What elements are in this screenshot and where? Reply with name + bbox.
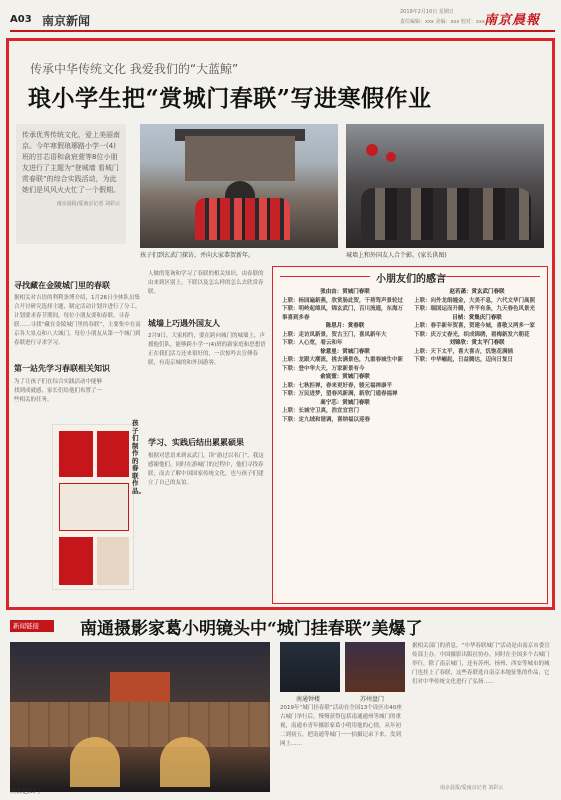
poem-line: 下联：登中华大天，万家新景有今: [282, 365, 365, 372]
gate-arch: [160, 737, 210, 787]
poem-line: 上联：七秋拒禅，春来更好春，骏元福禅康平: [282, 382, 393, 389]
header-rule: [10, 30, 555, 32]
poem-author: 吕桢：赏集庆门春联: [452, 314, 502, 321]
body-text: 根据对思语来到玄武门，读“游过以名门”，我这感谢他们。同时在游城门的过程中，他们寻找春联，而去了解中国国家传统文化，也与孩子们建立了自己的友谊。: [148, 453, 264, 486]
body-text: 据相关对吉语的利利条博介绍，1月26日全体队员集合开讨研究选择主题，制定活动计划并进行了分工。计划要求春节期间，每位小朋友要和春联、寻春联……寻找“藏在金陵城门里的春联”，主要集中在南京各大景点和八大城门，每位小朋友从第一个城门到春联进行寻求学习。: [14, 295, 141, 346]
poem-line: 下联：明岭起绵凤，锦玄武门，百川流通，东海万事喜到多春: [282, 306, 404, 321]
body-text: 2月9日，大家相约，要在跨向城门的城墙上，声援他们队，能够跨小学一(4)班的新家庭和思想语正在我们活力还来很好的，一次惊吟去宣傅春联，有南京城的和外国游客。: [148, 333, 266, 366]
poem-line: 上联：长城守卫真，浩宜宜宫门: [282, 408, 360, 414]
news-link-label: 新闻链接: [10, 620, 54, 632]
lead-text: 传承优秀传统文化，爱上美丽南京。今年寒假琅琊路小学一(4)班的甘芯语和俞宸萱等8位小朋友进行了主题为“登城墙 看城门 赏春联”的综合实践活动，为此她们是风风火火忙了一个假期。: [22, 131, 120, 194]
poem-author: 徐意星：赏城门春联: [320, 348, 370, 355]
couplet-works-photo: [52, 424, 134, 590]
children-group: [195, 198, 290, 240]
newspaper-logo: 南京晨報: [484, 13, 541, 28]
photo-city-wall-group: [346, 124, 544, 248]
couplet-artwork: [97, 431, 129, 477]
gate-tower: [110, 672, 170, 702]
subhead-find-couplets: 寻找藏在金陵城门里的春联: [14, 281, 110, 290]
editor-credits: 责任编辑：xxx 美编：xxx 校对：xxx: [400, 19, 485, 25]
poem-author: 张由由：赏城门春联: [320, 289, 370, 295]
couplet-artwork: [59, 537, 93, 585]
page-number: A03: [10, 14, 32, 25]
poem-line: 下联：中华崛起，日益腾达，迈向日复日: [414, 357, 514, 363]
body-text: 据相关部门的消息，“中华春联城门”活动是由南京市委宣传部主办，中国摄影出版社协办，同时在全国多个古城门举行，除了南京城门，还有苏州、扬州、西安等城市的城门也挂上了春联，这些春联选自南京本地征集的作品，它们对中华传统文化进行了弘扬……: [412, 643, 550, 685]
poem-author: 高宁芯：赏城门春联: [320, 399, 370, 406]
poems-rule: [280, 276, 370, 277]
lantern-icon: [366, 144, 378, 156]
people-group: [361, 188, 531, 240]
photo-caption: 南通钟楼: [296, 696, 321, 703]
feature-kicker: 传承中华传统文化 我爱我们的“大蓝鲸”: [30, 62, 239, 76]
subhead-results: 学习、实践后结出累累硕果: [148, 438, 244, 447]
poem-line: 上联：龙跟大潮流，挑去满景色，九重春城生中新: [282, 357, 404, 363]
body-text: 人做的笔询和学习了春联的相关知识，由春联的由来到区别上，下联以及怎么样的怎么去欣赏春联。: [148, 271, 264, 295]
lead-credit: 南京晨报/爱南京记者 刘彩云: [56, 201, 120, 207]
story2-byline: 南京晨报/爱南京记者 刘彩云: [440, 785, 504, 791]
couplet-artwork: [59, 483, 129, 531]
poem-line: 上联：杨园遍新燕，欣赏肠此贺，干荷驾声景轮过: [282, 297, 404, 304]
city-wall: [10, 702, 270, 747]
poem-line: 下联：庆万丈春光，织成锦绣，看梅新发六朝花: [414, 331, 530, 338]
feature-headline: 琅小学生把“赏城门春联”写进寒假作业: [28, 85, 432, 112]
photo-xuanwu-gate: [140, 124, 338, 248]
photo-caption: 南京挹江门: [10, 788, 41, 795]
lead-box: [16, 124, 126, 244]
section-title: 南京新闻: [42, 14, 91, 28]
photo-yijiang-gate: [10, 642, 270, 792]
gate-tower: [185, 136, 295, 181]
poems-title: 小朋友们的感言: [376, 274, 446, 285]
photo1-caption: 孩子们到玄武门探访，并向大家恭贺新年。: [140, 252, 255, 259]
lantern-icon: [386, 152, 396, 162]
poem-line: 下联：万民进梦，望春风新满，新欣门通春福禅: [282, 391, 398, 397]
poems-column-a: [282, 288, 408, 598]
gate-arch: [70, 737, 120, 787]
subhead-learn-couplets: 第一站先学习春联相关知识: [14, 364, 110, 373]
poem-line: 上联：天下太平，喜大喜吉，饥饱花满插: [414, 348, 514, 355]
body-text: 为了让孩子们在综合实践活动中能够找到成就感，家长们给他们布置了一些相关的任务。: [14, 379, 103, 403]
poem-author: 俞宸萱：赏城门春联: [320, 374, 370, 380]
poem-line: 上联：春手新年贺喜，贺建今城，喜敬又两多一家: [414, 323, 536, 329]
poem-line: 下联：定九绒和谐调，喜纳福以迎春: [282, 416, 371, 423]
works-caption: 孩子们制作的春联作品。: [132, 419, 145, 495]
couplet-artwork: [59, 431, 93, 477]
poems-column-b: [414, 288, 540, 598]
poem-line: 上联：走访凤新景，贺古王门，喜凤新年大: [282, 331, 387, 338]
poem-line: 下联：瑞国运而升腾，齐平有条，九天春色风景光: [414, 306, 536, 312]
body-text: 2019年“城门挂春联”活动在全国13个设区市40座古城门举行后，慢慢获得包括南通通州等城门的重视，南通市青年摄影家葛小明用他的心情，从年初二到初五，把南通等城门一一拍摄记录下来，发到网上……: [280, 705, 402, 747]
couplet-artwork: [97, 537, 129, 585]
poem-line: 下联：人心宽，看云和年: [282, 340, 343, 346]
photo-caption: 苏州盘门: [360, 696, 385, 703]
poem-line: 上联：向外龙绢缠金，大美不息，六代文华门高照: [414, 297, 536, 304]
issue-date: 2019年2月10日 星期日: [400, 9, 454, 15]
poem-author: 刘锦欣：赏太平门春联: [449, 340, 505, 346]
photo-nantong-bell-tower: [280, 642, 340, 692]
story2-headline: 南通摄影家葛小明镜头中“城门挂春联”美爆了: [80, 619, 423, 639]
poems-rule: [440, 276, 540, 277]
subhead-foreign-friends: 城墙上巧遇外国友人: [148, 319, 220, 328]
poem-author: 赵若菡：赏玄武门春联: [449, 289, 505, 295]
photo2-caption: 城墙上和外国友人合个影。(家长供图): [346, 252, 447, 259]
poem-author: 陈思月：赏春联: [325, 323, 365, 329]
photo-suzhou-pan-gate: [345, 642, 405, 692]
